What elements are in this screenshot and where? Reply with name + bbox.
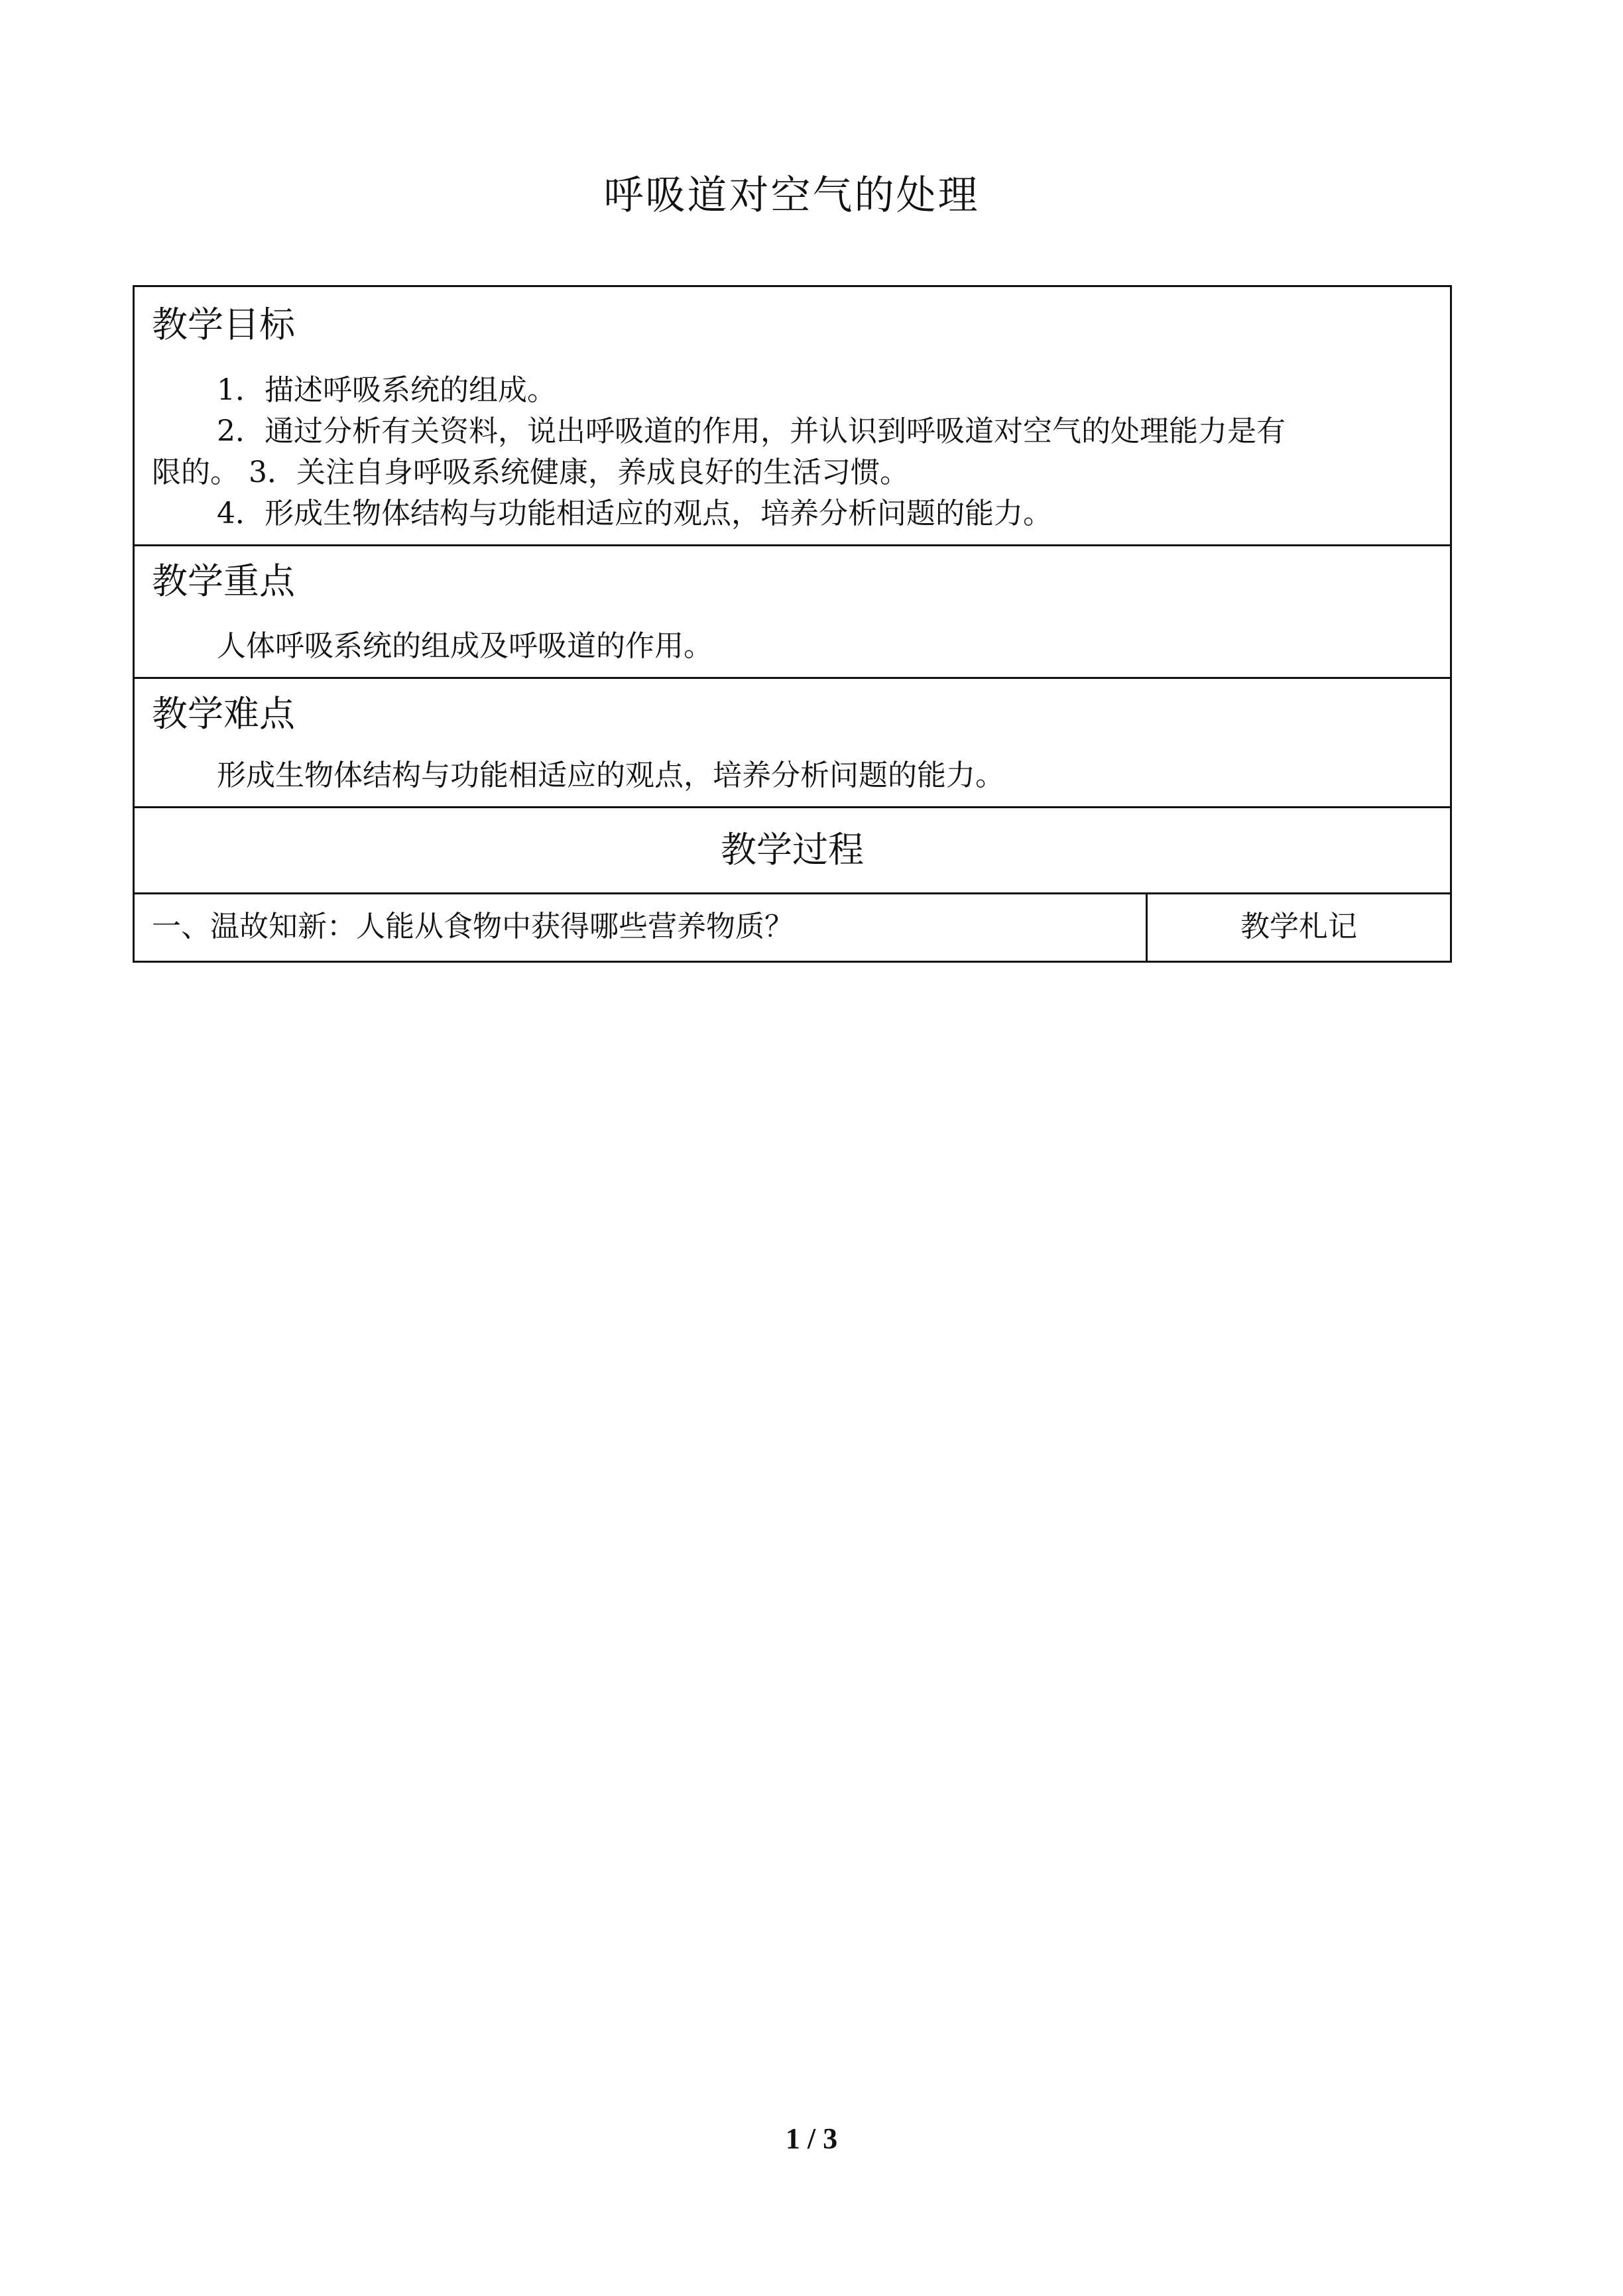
objective-line: 1．描述呼吸系统的组成。	[217, 373, 556, 407]
process-row	[135, 892, 1450, 961]
objective-line: 2．通过分析有关资料，说出呼吸道的作用，并认识到呼吸道对空气的处理能力是有	[217, 414, 1286, 448]
difficulties-text: 形成生物体结构与功能相适应的观点，培养分析问题的能力。	[217, 758, 1004, 792]
process-step-cell	[135, 894, 1148, 961]
difficulties-heading: 教学难点	[152, 693, 295, 735]
objectives-section	[135, 287, 1450, 544]
process-heading-section	[135, 806, 1450, 892]
objective-line: 4．形成生物体结构与功能相适应的观点，培养分析问题的能力。	[217, 497, 1052, 530]
key-points-section	[135, 544, 1450, 677]
difficulties-section	[135, 677, 1450, 806]
teaching-notes-label: 教学札记	[1240, 910, 1357, 943]
key-points-heading: 教学重点	[152, 560, 295, 602]
page-number: 1 / 3	[785, 2122, 838, 2155]
document-title: 呼吸道对空气的处理	[603, 172, 980, 219]
key-points-text: 人体呼吸系统的组成及呼吸道的作用。	[217, 629, 713, 663]
lesson-plan-table	[133, 285, 1452, 963]
objective-line: 限的。 3．关注自身呼吸系统健康，养成良好的生活习惯。	[152, 455, 909, 489]
process-first-step: 一、温故知新：人能从食物中获得哪些营养物质？	[152, 910, 794, 943]
teaching-notes-cell	[1148, 894, 1450, 961]
process-heading: 教学过程	[721, 829, 864, 871]
objectives-heading: 教学目标	[152, 304, 295, 345]
